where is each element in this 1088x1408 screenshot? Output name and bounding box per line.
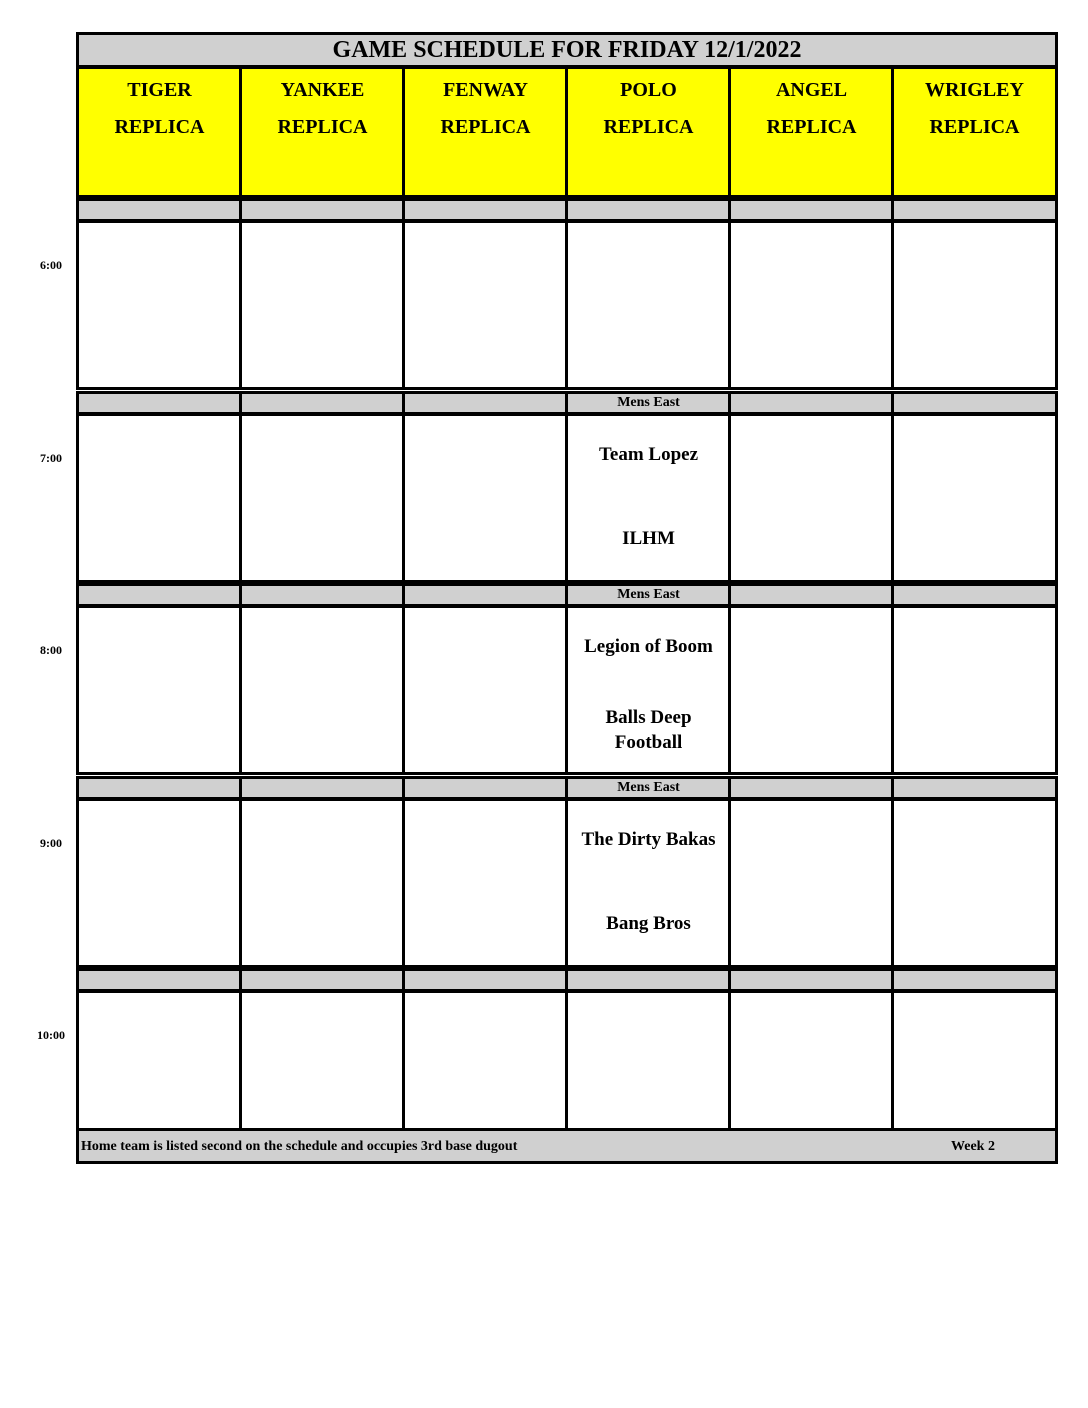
- field-header-5: [891, 66, 1058, 198]
- division-label: [239, 391, 406, 415]
- game-cell: [76, 413, 243, 583]
- away-team: The Dirty Bakas: [581, 828, 716, 850]
- division-label: [891, 583, 1058, 607]
- field-subtitle: REPLICA: [929, 116, 1020, 138]
- week-label: Week 2: [951, 1139, 995, 1154]
- game-cell: [239, 605, 406, 775]
- away-team: Legion of Boom: [584, 636, 713, 657]
- field-header-4: [728, 66, 895, 198]
- division-label: [76, 583, 243, 607]
- division-label: [728, 776, 895, 800]
- schedule-footer: [76, 1128, 1058, 1164]
- game-cell: [565, 798, 732, 968]
- division-label: [76, 776, 243, 800]
- field-name: WRIGLEY: [925, 79, 1024, 101]
- division-label: [76, 968, 243, 992]
- game-cell: [239, 413, 406, 583]
- time-slot-label: 7:00: [40, 450, 62, 465]
- division-label: [402, 968, 569, 992]
- game-cell: [239, 798, 406, 968]
- away-team: Team Lopez: [598, 443, 699, 465]
- home-team: Balls Deep Football: [605, 707, 692, 753]
- division-label: [728, 391, 895, 415]
- game-cell: [76, 798, 243, 968]
- division-label: [891, 391, 1058, 415]
- game-cell: [76, 220, 243, 390]
- time-slot-label: 9:00: [40, 835, 62, 850]
- division-label: [76, 198, 243, 222]
- game-cell: [891, 605, 1058, 775]
- division-label: [402, 776, 569, 800]
- schedule-title: GAME SCHEDULE FOR FRIDAY 12/1/2022: [76, 32, 1058, 68]
- division-label: [239, 583, 406, 607]
- field-header-3: [565, 66, 732, 198]
- schedule-sheet: [76, 32, 1058, 1164]
- division-label: [239, 776, 406, 800]
- division-label: [402, 198, 569, 222]
- division-label: [239, 198, 406, 222]
- division-label: [728, 583, 895, 607]
- division-label: Mens East: [565, 583, 732, 607]
- game-cell: [728, 220, 895, 390]
- game-cell: [402, 413, 569, 583]
- game-cell: [402, 798, 569, 968]
- game-cell: [891, 413, 1058, 583]
- division-label: [402, 583, 569, 607]
- division-label: Mens East: [565, 391, 732, 415]
- division-label: [402, 391, 569, 415]
- game-cell: [565, 413, 732, 583]
- division-label: [565, 968, 732, 992]
- division-label: [565, 198, 732, 222]
- division-label: [891, 776, 1058, 800]
- game-cell: [891, 220, 1058, 390]
- field-name: FENWAY: [443, 79, 528, 101]
- footer-note: Home team is listed second on the schedule and occupies 3rd base dugout: [81, 1139, 518, 1154]
- game-cell: [891, 798, 1058, 968]
- field-subtitle: REPLICA: [277, 116, 368, 138]
- game-cell: [728, 798, 895, 968]
- division-label: [891, 968, 1058, 992]
- home-team: Bang Bros: [606, 912, 691, 934]
- game-cell: [728, 605, 895, 775]
- game-cell: [402, 605, 569, 775]
- division-label: [728, 968, 895, 992]
- game-cell: [728, 413, 895, 583]
- game-cell: [402, 220, 569, 390]
- division-label: Mens East: [565, 776, 732, 800]
- division-label: [891, 198, 1058, 222]
- field-subtitle: REPLICA: [440, 116, 531, 138]
- game-cell: [76, 605, 243, 775]
- home-team: ILHM: [622, 527, 675, 549]
- time-slot-label: 10:00: [37, 1028, 65, 1042]
- field-subtitle: REPLICA: [766, 116, 857, 138]
- field-header-1: [239, 66, 406, 198]
- field-name: TIGER: [127, 79, 192, 101]
- field-name: ANGEL: [775, 79, 848, 101]
- field-name: YANKEE: [280, 79, 365, 101]
- field-name: POLO: [620, 79, 677, 101]
- division-label: [239, 968, 406, 992]
- field-subtitle: REPLICA: [603, 116, 694, 138]
- field-header-2: [402, 66, 569, 198]
- field-subtitle: REPLICA: [114, 116, 205, 138]
- division-label: [728, 198, 895, 222]
- game-cell: [565, 220, 732, 390]
- time-slot-label: 6:00: [40, 258, 62, 272]
- division-label: [76, 391, 243, 415]
- game-cell: [239, 220, 406, 390]
- time-slot-label: 8:00: [40, 643, 62, 657]
- game-cell: [565, 605, 732, 775]
- field-header-0: [76, 66, 243, 198]
